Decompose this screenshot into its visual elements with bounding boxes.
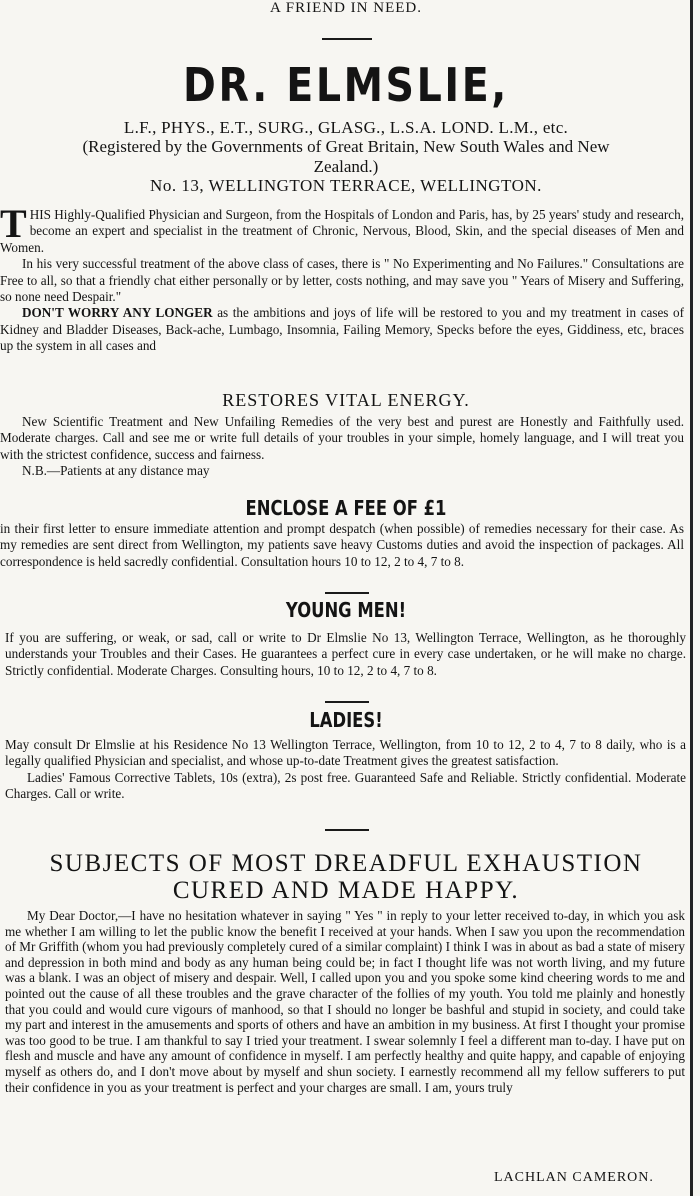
young-men-paragraph: If you are suffering, or weak, or sad, call or write to Dr Elmslie No 13, Wellington Terrace, Wellington, as he thoroughly understands your Troubles and their Cases. He guarantees a perfect cure in every case undertaken, or he will make no charge. Strictly confidential. Moderate Charges. Consulting hours, 10 to 12, 2 to 4, 7 to 8. xyxy=(5,630,686,678)
doctor-name: DR. ELMSLIE, xyxy=(183,58,509,112)
ladies-heading: LADIES! xyxy=(309,708,383,732)
testimonial-heading-1: SUBJECTS OF MOST DREADFUL EXHAUSTION xyxy=(49,850,643,877)
address: No. 13, WELLINGTON TERRACE, WELLINGTON. xyxy=(150,176,542,195)
vital-text-1: New Scientific Treatment and New Unfailing Remedies of the very best and purest are Honestly and Faithfully used. Moderate charges. Call and see me or write full details of your troubles in your simple, homely language, and I will treat you with the strictest confidence, success and fairness. xyxy=(0,414,684,462)
tagline: A FRIEND IN NEED. xyxy=(270,0,422,16)
young-men-heading: YOUNG MEN! xyxy=(285,598,407,622)
divider xyxy=(325,829,369,831)
registration-line-2: Zealand.) xyxy=(313,157,379,176)
divider xyxy=(322,38,372,40)
credentials: L.F., PHYS., E.T., SURG., GLASG., L.S.A. LOND. L.M., etc. xyxy=(123,118,569,137)
testimonial-heading-2: CURED AND MADE HAPPY. xyxy=(172,877,520,904)
testimonial-text: My Dear Doctor,—I have no hesitation whatever in saying " Yes " in reply to your letter received to-day, in which you ask me whether I am willing to let the public know the benefit I received at your hands. When I saw you upon the recommendation of Mr Griffith (whom you had previously completely cured of a similar complaint) I think I was in about as bad a state of misery and depression in both mind and body as any human being could be; in fact I thought life was not worth living, and my future was a blank. I was an object of misery and despair. Well, I called upon you and you spoke some kind cheering words to me and pointed out the cause of all these troubles and the grave character of the follies of my youth. You told me plainly and honestly that you could and would cure vigours of manhood, so that I should no longer be bashful and stupid in society, and could take my part and interest in the amusements and sports of others and have an ambition in my business. At first I thought your promise was too good to be true. I am thankful to say I tried your treatment. I swear solemnly I feel a different man to-day. I have put on flesh and muscle and have any amount of confidence in myself. I am perfectly healthy and quite happy, and capable of enjoying myself as others do, and I don't move about by myself and shun society. I earnestly recommend all my fellow sufferers to put their confidence in you as your treatment is perfect and your charges are small. I am, yours truly xyxy=(5,908,685,1095)
drop-cap: T xyxy=(0,201,27,246)
intro-text-3 xyxy=(0,305,684,354)
divider xyxy=(325,592,369,594)
ladies-text-1: May consult Dr Elmslie at his Residence No 13 Wellington Terrace, Wellington, from 10 to 12, 2 to 4, 7 to 8 daily, who is a legally qualified Physician and specialist, and whose up-to-date Treatment gives the greatest satisfaction. xyxy=(5,737,686,769)
ladies-text-2: Ladies' Famous Corrective Tablets, 10s (extra), 2s post free. Guaranteed Safe and Reliable. Strictly confidential. Moderate Charges. Call or write. xyxy=(5,769,686,802)
fee-paragraph: in their first letter to ensure immediate attention and prompt despatch (when possible) of remedies necessary for their case. As my remedies are sent direct from Wellington, my patients save heavy Customs duties and avoid the inspection of packages. All correspondence is held sacredly confidential. Consultation hours 10 to 12, 2 to 4, 7 to 8. xyxy=(0,521,684,569)
intro-text-1: HIS Highly-Qualified Physician and Surgeon, from the Hospitals of London and Paris, has, by 25 years' study and research, become an expert and specialist in the treatment of Chronic, Nervous, Blood, Skin, and the special diseases of Men and Women. xyxy=(0,207,684,255)
intro-text-3-body: as the ambitions and joys of life will be restored to you and my treatment in cases of Kidney and Bladder Diseases, Back-ache, Lumbago, Insomnia, Failing Memory, Specks before the eyes, Giddiness, etc, braces up the system in all cases and xyxy=(0,305,685,354)
vital-paragraph xyxy=(0,414,684,480)
intro-text-2: In his very successful treatment of the above class of cases, there is " No Experimenting and No Failures." Consultations are Free to all, so that a friendly chat either personally or by letter, costs nothing, and may save you " Years of Misery and Suffering, so none need Despair." xyxy=(0,256,684,305)
vital-text-2: N.B.—Patients at any distance may xyxy=(22,463,210,479)
registration-line-1: (Registered by the Governments of Great Britain, New South Wales and New xyxy=(82,137,610,156)
divider xyxy=(325,701,369,703)
intro-lead: DON'T WORRY ANY LONGER xyxy=(22,305,213,321)
ladies-paragraph xyxy=(5,737,686,803)
intro-paragraph xyxy=(0,201,685,355)
fee-heading: ENCLOSE A FEE OF £1 xyxy=(245,496,447,520)
signature: LACHLAN CAMERON. xyxy=(494,1170,654,1185)
vital-heading: RESTORES VITAL ENERGY. xyxy=(222,390,470,410)
testimonial-body xyxy=(5,908,685,1095)
